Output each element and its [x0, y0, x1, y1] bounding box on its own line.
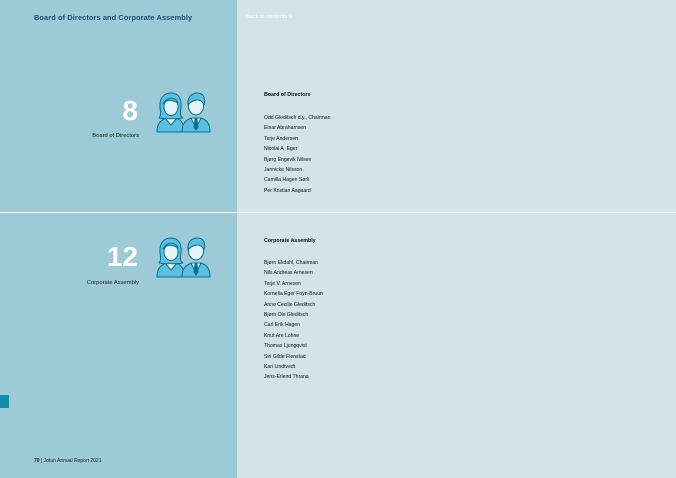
assembly-count: 12 [106, 241, 138, 272]
board-member-list [264, 113, 330, 196]
board-heading: Board of Directors [264, 92, 311, 98]
section-tab-marker [0, 395, 9, 408]
footer-separator: | [40, 458, 43, 464]
list-item: Bjørn Ekdahl, Chairman [264, 260, 319, 266]
list-item: Per Kristian Aagaard [264, 187, 311, 194]
list-item: Jannicke Nilsson [264, 166, 303, 173]
list-item: Knut Are Lohne [264, 332, 300, 339]
board-label: Board of Directors [92, 133, 139, 139]
list-item: Terje V. Arnesen [264, 280, 301, 287]
list-item: Nils Andreas Arnesen [264, 270, 313, 277]
list-item: Nicolai A. Eger [264, 146, 298, 153]
list-item: Siri Gilde Flenstad [264, 353, 306, 360]
back-to-contents-link[interactable]: Back to contents > [246, 14, 293, 20]
page-number: 70 [34, 458, 40, 464]
board-count: 8 [122, 95, 138, 126]
people-icon [153, 92, 213, 134]
publication-name: Jotun Annual Report 2021 [43, 458, 102, 464]
list-item: Kornelia Eger Foyn-Bruun [264, 291, 323, 298]
list-item: Bjørn Ole Gleditsch [264, 311, 309, 318]
list-item: Terje Andersen [264, 135, 298, 142]
people-icon [153, 237, 213, 279]
page-title: Board of Directors and Corporate Assembly [34, 13, 193, 22]
list-item: Thomas Ljungqvist [264, 343, 307, 350]
assembly-heading: Corporate Assembly [264, 238, 316, 244]
list-item: Jens-Erlend Thrana [264, 374, 309, 381]
page-footer [34, 458, 101, 464]
list-item: Anne Cecilie Gleditsch [264, 301, 316, 308]
list-item: Einar Abrahamsen [264, 125, 306, 132]
assembly-label: Corporate Assembly [86, 280, 139, 286]
list-item: Carl Erik Hagen [264, 322, 300, 329]
assembly-member-list [264, 258, 323, 383]
list-item: Bjørg Engevik Nilsen [264, 156, 312, 163]
section-divider [0, 212, 676, 213]
list-item: Camilla Hagen Sørli [264, 177, 310, 184]
list-item: Odd Gleditsch d.y., Chairman [264, 115, 331, 121]
list-item: Kari Lindtvedt [264, 363, 296, 370]
